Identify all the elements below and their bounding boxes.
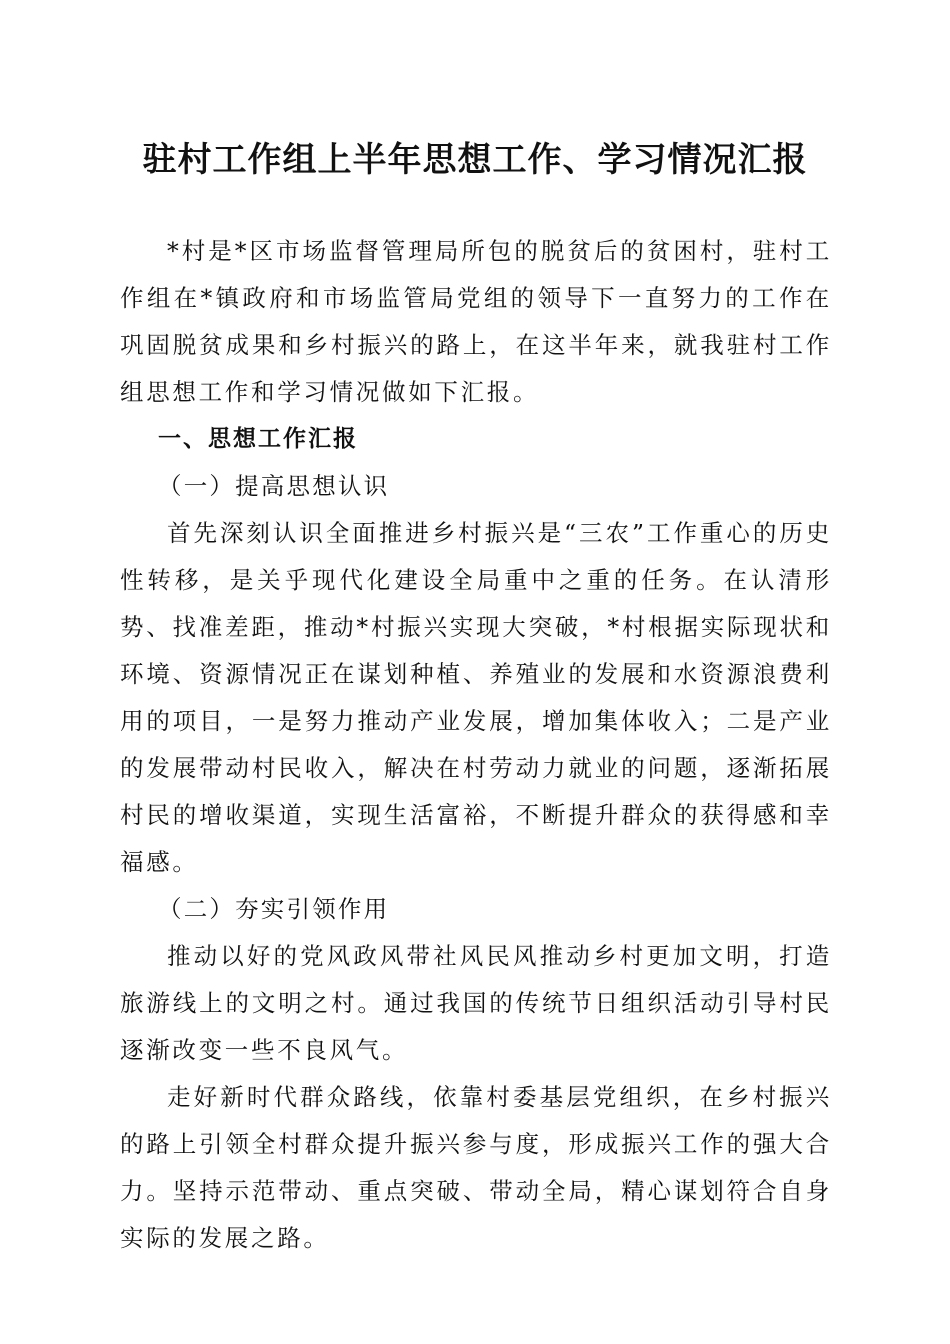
body-paragraph: 推动以好的党风政风带社风民风推动乡村更加文明，打造旅游线上的文明之村。通过我国的传统节日组织活动引导村民逐渐改变一些不良风气。: [120, 942, 832, 1064]
subsection-heading-raise-awareness: （一）提高思想认识: [158, 472, 390, 500]
body-paragraph: 走好新时代群众路线，依靠村委基层党组织，在乡村振兴的路上引领全村群众提升振兴参与度，形成振兴工作的强大合力。坚持示范带动、重点突破、带动全局，精心谋划符合自身实际的发展之路。: [120, 1083, 832, 1252]
document-title: 驻村工作组上半年思想工作、学习情况汇报: [142, 140, 808, 180]
intro-paragraph: *村是*区市场监督管理局所包的脱贫后的贫困村，驻村工作组在*镇政府和市场监管局党组的领导下一直努力的工作在巩固脱贫成果和乡村振兴的路上，在这半年来，就我驻村工作组思想工作和学习情况做如下汇报。: [120, 237, 832, 406]
subsection-heading-leading-role: （二）夯实引领作用: [158, 895, 390, 923]
body-paragraph: 首先深刻认识全面推进乡村振兴是“三农”工作重心的历史性转移，是关乎现代化建设全局重中之重的任务。在认清形势、找准差距，推动*村振兴实现大突破，*村根据实际现状和环境、资源情况正在谋划种植、养殖业的发展和水资源浪费利用的项目，一是努力推动产业发展，增加集体收入；二是产业的发展带动村民收入，解决在村劳动力就业的问题，逐渐拓展村民的增收渠道，实现生活富裕，不断提升群众的获得感和幸福感。: [120, 519, 832, 876]
section-heading-thought-work: 一、思想工作汇报: [158, 426, 358, 452]
document-body: [120, 228, 832, 1262]
